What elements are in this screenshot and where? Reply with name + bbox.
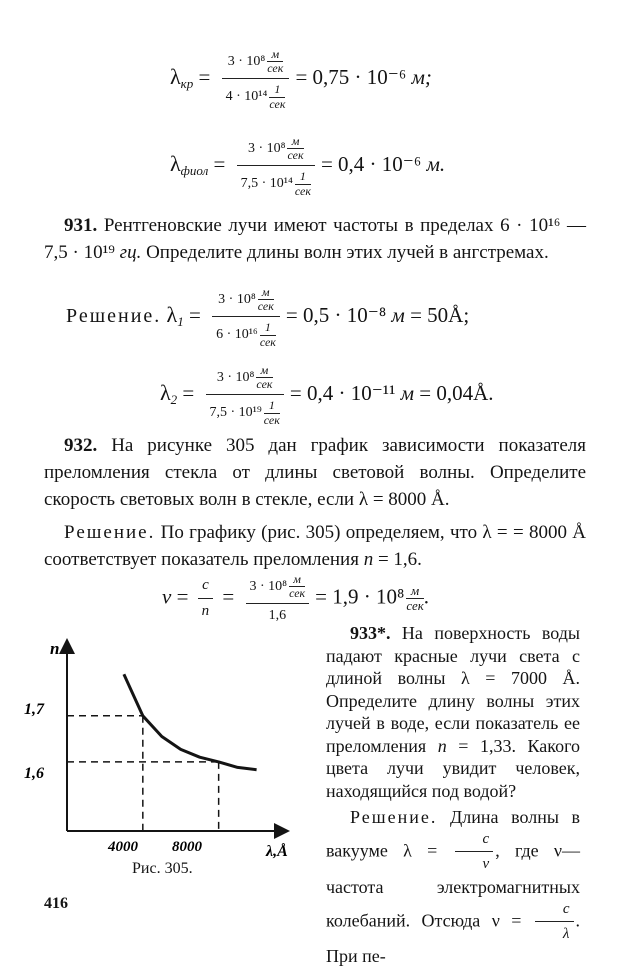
solution-label: Решение.: [66, 305, 162, 328]
equation-red-wavelength: $\lambda_{кр}$ = 3 · 10⁸ м сек 4 · 10¹⁴ 1 сек = 0,75 · 10⁻⁶ м;: [170, 47, 432, 111]
figure-caption: Рис. 305.: [132, 860, 193, 877]
x-axis-label: λ,Å: [266, 843, 288, 860]
y-tick-label-2: 1,6: [24, 765, 44, 782]
page-number: 416: [44, 895, 68, 912]
problem-number: 931.: [64, 215, 98, 236]
problem-933: 933*. На поверхность воды падают красные лучи света с длиной волны λ = 7000 Å. Определите длину волны этих лучей в воде, если показатель ее преломления n = 1,33. Какого цвета лучи увидит человек, находящийся под водой? Решение. Длина волны в вакууме λ = $\frac{c}{\nu}$ , где ν— частота электромагнитных колебаний. Отсюда ν = $\frac{c}{\lambda}$ . При пе-: [326, 623, 581, 966]
refraction-curve: [124, 674, 257, 769]
solution-label: Решение.: [350, 807, 438, 827]
y-axis-label: n: [50, 639, 60, 658]
x-tick-label-1: 4000: [108, 839, 138, 855]
equation-931-lambda1: Решение. $\lambda_1$ = 3 · 10⁸ м сек 6 · 10¹⁶ 1 сек = 0,5 · 10⁻⁸ м = 50Å;: [66, 285, 470, 349]
equation-932-velocity: v = $\frac{c}{n}$ = 3 · 10⁸ м сек 1,6 = 1,9 · 10⁸ м сек .: [162, 572, 430, 624]
figure-305: [20, 632, 310, 882]
refractive-index-chart: [20, 632, 310, 882]
problem-932: 932. На рисунке 305 дан график зависимости показателя преломления стекла от длины световой волны. Определите скорость световых волн в стекле, если λ = 8000 Å. Решение. По графику (рис. 305) определяем, что λ = = 8000 Å соответствует показатель преломления n = 1,6.: [44, 435, 586, 570]
problem-number: 932.: [64, 435, 98, 456]
equation-931-lambda2: $\lambda_2$ = 3 · 10⁸ м сек 7,5 · 10¹⁹ 1 сек = 0,4 · 10⁻¹¹ м = 0,04Å.: [160, 363, 494, 427]
x-tick-label-2: 8000: [172, 839, 202, 855]
equation-violet-wavelength: $\lambda_{фиол}$ = 3 · 10⁸ м сек 7,5 · 10¹⁴ 1 сек = 0,4 · 10⁻⁶ м.: [170, 134, 446, 198]
y-tick-label-1: 1,7: [24, 701, 44, 718]
solution-label: Решение.: [64, 522, 156, 543]
problem-number: 933*.: [350, 623, 391, 643]
problem-931: 931. Рентгеновские лучи имеют частоты в пределах 6 · 10¹⁶ — 7,5 · 10¹⁹ гц. Определите длины волн этих лучей в ангстремах.: [44, 215, 587, 263]
